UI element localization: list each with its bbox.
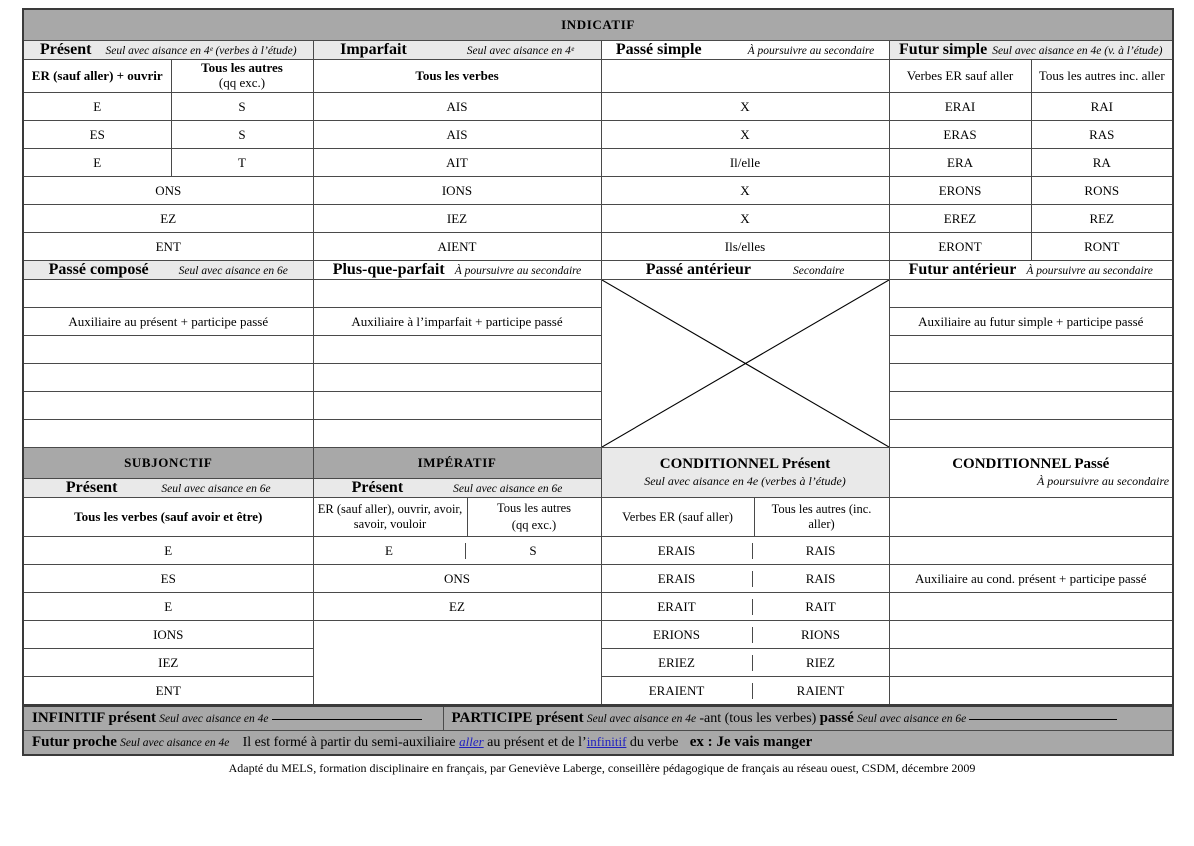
- conditionnel-ending-6-er: ERAIENT: [602, 683, 753, 699]
- imperatif-subheader-group: [313, 498, 601, 537]
- futur-proche-text-3: du verbe: [626, 735, 679, 750]
- futur-anterieur-blank-5: [889, 420, 1173, 448]
- tense-subjonctif-present-note: Seul avec aisance en 6e: [161, 483, 271, 495]
- conditionnel-ending-3-autres: RAIT: [805, 598, 836, 614]
- futur-anterieur-blank-2: [889, 336, 1173, 364]
- indicatif-ending-row-6: [23, 233, 1173, 261]
- futur-anterieur-formula: Auxiliaire au futur simple + participe passé: [889, 308, 1173, 336]
- subjonctif-ending-4: IONS: [23, 621, 313, 649]
- conditionnel-ending-1-er: ERAIS: [602, 543, 753, 559]
- present-col2-header-light: (qq exc.): [218, 75, 266, 90]
- tense-plus-que-parfait-name: Plus-que-parfait: [332, 261, 445, 278]
- indicatif-subheader-row: [23, 60, 1173, 93]
- imparfait-ending-5: IEZ: [313, 205, 601, 233]
- conditionnel-passe-blank-6: [889, 677, 1173, 706]
- indicatif-tense-names-row: [23, 41, 1173, 60]
- mood-banner-row: [23, 448, 1173, 479]
- subjonctif-ending-1: E: [23, 537, 313, 565]
- infinitif-note: Seul avec aisance en 4e: [159, 713, 269, 725]
- imparfait-ending-3: AIT: [313, 149, 601, 177]
- conditionnel-passe-blank-4: [889, 621, 1173, 649]
- conditionnel-ending-3-er: ERAIT: [602, 599, 753, 615]
- compound-blank-row-2: [23, 336, 1173, 364]
- tense-present-note: Seul avec aisance en 4ᵉ (verbes à l’étude): [105, 45, 297, 57]
- conditionnel-passe-formula: Auxiliaire au cond. présent + participe passé: [889, 565, 1173, 593]
- tense-imperatif-present: [313, 479, 601, 498]
- aller-link[interactable]: aller: [459, 734, 484, 749]
- passe-compose-blank-5: [23, 420, 313, 448]
- imparfait-ending-6: AIENT: [313, 233, 601, 261]
- tense-plus-que-parfait-note: À poursuivre au secondaire: [454, 265, 582, 277]
- present-ending-1-autres: S: [171, 93, 313, 121]
- subjonctif-ending-3: E: [23, 593, 313, 621]
- imperatif-shared-2: EZ: [313, 593, 601, 621]
- conditionnel-present-subheader-group: [601, 498, 889, 537]
- tense-passe-compose-note: Seul avec aisance en 6e: [178, 265, 288, 277]
- imperatif-ending-row-1: [313, 537, 601, 565]
- conditionnel-col1-header: Verbes ER (sauf aller): [602, 498, 755, 536]
- passe-simple-cell-5: X: [601, 205, 889, 233]
- imperatif-col2-header-main: Tous les autres: [496, 501, 572, 516]
- futur-proche-row: [23, 731, 1173, 756]
- tense-subjonctif-present: [23, 479, 313, 498]
- futur-anterieur-blank-4: [889, 392, 1173, 420]
- conditionnel-ending-row-1: [601, 537, 889, 565]
- imperatif-empty-block: [313, 621, 601, 706]
- tense-futur-anterieur-note: À poursuivre au secondaire: [1026, 265, 1153, 277]
- tense-imparfait-name: Imparfait: [340, 41, 407, 58]
- footer-table: [22, 705, 1174, 756]
- conditionnel-ending-2-autres: RAIS: [805, 570, 836, 586]
- plus-que-parfait-formula: Auxiliaire à l’imparfait + participe passé: [313, 308, 601, 336]
- conditionnel-passe-title: CONDITIONNEL Passé: [952, 456, 1110, 473]
- tense-passe-simple-note: À poursuivre au secondaire: [747, 45, 875, 57]
- compound-blank-row-3: [23, 364, 1173, 392]
- participe-present-value: -ant (tous les verbes): [699, 711, 817, 726]
- tense-present: [23, 41, 313, 60]
- participe-cell: [443, 706, 1173, 731]
- subjonctif-ending-5: IEZ: [23, 649, 313, 677]
- conditionnel-ending-row-2: [601, 565, 889, 593]
- futur-simple-ending-5-autres: REZ: [1031, 205, 1173, 233]
- futur-simple-ending-6-er: ERONT: [889, 233, 1031, 261]
- plus-que-parfait-blank-4: [313, 392, 601, 420]
- infinitif-write-line[interactable]: [272, 719, 422, 720]
- futur-simple-ending-1-autres: RAI: [1031, 93, 1173, 121]
- passe-compose-blank-2: [23, 336, 313, 364]
- mood-ending-row-2: [23, 565, 1173, 593]
- imperatif-ending-1-col1: E: [314, 543, 466, 559]
- tense-futur-simple-note: Seul avec aisance en 4e (v. à l’étude): [992, 45, 1163, 57]
- participe-label: PARTICIPE présent: [451, 710, 584, 726]
- indicatif-ending-row-4: [23, 177, 1173, 205]
- conditionnel-passe-blank-1: [889, 498, 1173, 537]
- present-col1-header: ER (sauf aller) + ouvrir: [23, 60, 171, 93]
- subjonctif-ending-2: ES: [23, 565, 313, 593]
- passe-compose-blank-3: [23, 364, 313, 392]
- futur-simple-ending-1-er: ERAI: [889, 93, 1031, 121]
- participe-passe-note: Seul avec aisance en 6e: [857, 713, 967, 725]
- participe-note: Seul avec aisance en 4e: [586, 713, 697, 725]
- conditionnel-ending-5-er: ERIEZ: [602, 655, 753, 671]
- passe-anterieur-crossed-block: [601, 280, 889, 448]
- credit-line: Adapté du MELS, formation disciplinaire en français, par Geneviève Laberge, conseillère pédagogique de français au réseau ouest, CSDM, décembre 2009: [228, 761, 976, 775]
- tense-passe-compose: [23, 261, 313, 280]
- tense-futur-simple-name: Futur simple: [899, 41, 988, 58]
- imperatif-banner: IMPÉRATIF: [313, 448, 601, 479]
- conditionnel-ending-5-autres: RIEZ: [806, 654, 835, 670]
- futur-simple-ending-3-er: ERA: [889, 149, 1031, 177]
- conditionnel-ending-6-autres: RAIENT: [796, 682, 845, 698]
- imparfait-ending-4: IONS: [313, 177, 601, 205]
- futur-proche-text-1: Il est formé à partir du semi-auxiliaire: [242, 735, 460, 750]
- indicatif-ending-row-2: [23, 121, 1173, 149]
- plus-que-parfait-blank-3: [313, 364, 601, 392]
- mood-ending-row-3: [23, 593, 1173, 621]
- passe-compose-formula: Auxiliaire au présent + participe passé: [23, 308, 313, 336]
- futur-simple-ending-4-autres: RONS: [1031, 177, 1173, 205]
- tense-futur-simple: [889, 41, 1173, 60]
- conditionnel-ending-row-3: [601, 593, 889, 621]
- conditionnel-ending-2-er: ERAIS: [602, 571, 753, 587]
- present-col2-header-bold: Tous les autres: [201, 60, 283, 76]
- present-col2-header: [171, 60, 313, 93]
- indicatif-ending-row-1: [23, 93, 1173, 121]
- futur-proche-example-value: vais manger: [734, 734, 813, 750]
- futur-simple-ending-5-er: EREZ: [889, 205, 1031, 233]
- tense-futur-anterieur-name: Futur antérieur: [908, 261, 1017, 278]
- present-ending-6: ENT: [23, 233, 313, 261]
- tense-imparfait: [313, 41, 601, 60]
- futur-proche-cell: [23, 731, 1173, 756]
- imperatif-col1-header: ER (sauf aller), ouvrir, avoir, savoir, vouloir: [314, 498, 468, 536]
- conditionnel-ending-row-4: [601, 621, 889, 649]
- imperatif-col2-header: [467, 498, 601, 536]
- tense-imperatif-present-name: Présent: [351, 479, 404, 496]
- passe-simple-cell-6: Ils/elles: [601, 233, 889, 261]
- indicatif-ending-row-3: [23, 149, 1173, 177]
- plus-que-parfait-blank-5: [313, 420, 601, 448]
- present-ending-1-er: E: [23, 93, 171, 121]
- conditionnel-ending-row-6: [601, 677, 889, 706]
- futur-anterieur-blank-1: [889, 280, 1173, 308]
- present-ending-2-er: ES: [23, 121, 171, 149]
- passe-simple-cell-2: X: [601, 121, 889, 149]
- conditionnel-passe-blank-2: [889, 537, 1173, 565]
- subjonctif-ending-6: ENT: [23, 677, 313, 706]
- compound-blank-row-5: [23, 420, 1173, 448]
- present-ending-2-autres: S: [171, 121, 313, 149]
- compound-blank-row-4: [23, 392, 1173, 420]
- participe-passe-write-line[interactable]: [969, 719, 1117, 720]
- tense-passe-compose-name: Passé composé: [48, 261, 149, 278]
- imperatif-ending-1-col2: S: [529, 542, 537, 558]
- futur-simple-ending-2-er: ERAS: [889, 121, 1031, 149]
- present-ending-4: ONS: [23, 177, 313, 205]
- tense-passe-anterieur-name: Passé antérieur: [645, 261, 751, 278]
- conditionnel-present-note: Seul avec aisance en 4e (verbes à l’étude): [644, 474, 846, 489]
- infinitif-participe-row: [23, 706, 1173, 731]
- compound-formula-row: [23, 308, 1173, 336]
- imperatif-col2-header-sub: (qq exc.): [511, 518, 557, 532]
- passe-compose-blank-1: [23, 280, 313, 308]
- tense-plus-que-parfait: [313, 261, 601, 280]
- tense-passe-simple-name: Passé simple: [615, 41, 702, 58]
- tense-imparfait-note: Seul avec aisance en 4ᵉ: [466, 45, 574, 57]
- indicatif-banner: INDICATIF: [23, 9, 1173, 41]
- futur-simple-ending-4-er: ERONS: [889, 177, 1031, 205]
- cross-out-x-icon: [602, 280, 889, 447]
- futur-simple-col1-header: Verbes ER sauf aller: [889, 60, 1031, 93]
- tense-subjonctif-present-name: Présent: [65, 479, 118, 496]
- passe-simple-cell-4: X: [601, 177, 889, 205]
- compound-blank-row-1: [23, 280, 1173, 308]
- mood-ending-row-1: [23, 537, 1173, 565]
- conditionnel-present-header: [601, 448, 889, 498]
- indicatif-ending-row-5: [23, 205, 1173, 233]
- conditionnel-present-title: CONDITIONNEL Présent: [659, 456, 831, 473]
- conditionnel-ending-row-5: [601, 649, 889, 677]
- plus-que-parfait-blank-2: [313, 336, 601, 364]
- plus-que-parfait-blank-1: [313, 280, 601, 308]
- passe-simple-subheader: [601, 60, 889, 93]
- conditionnel-col2-header: Tous les autres (inc. aller): [771, 502, 872, 531]
- conjugation-table: [22, 8, 1174, 706]
- infinitif-cell: [23, 706, 443, 731]
- compound-tense-names-row: [23, 261, 1173, 280]
- futur-proche-label: Futur proche: [32, 734, 117, 750]
- futur-anterieur-blank-3: [889, 364, 1173, 392]
- infinitif-label: INFINITIF présent: [32, 710, 157, 726]
- subjonctif-banner: SUBJONCTIF: [23, 448, 313, 479]
- conditionnel-passe-blank-3: [889, 593, 1173, 621]
- passe-simple-cell-3: Il/elle: [601, 149, 889, 177]
- mood-ending-row-4: [23, 621, 1173, 649]
- futur-simple-ending-3-autres: RA: [1031, 149, 1173, 177]
- conditionnel-ending-4-autres: RIONS: [800, 626, 840, 642]
- tense-futur-anterieur: [889, 261, 1173, 280]
- passe-simple-cell-1: X: [601, 93, 889, 121]
- participe-passe-label: passé: [819, 710, 854, 726]
- mood-subheader-row: [23, 498, 1173, 537]
- imparfait-ending-1: AIS: [313, 93, 601, 121]
- conditionnel-ending-4-er: ERIONS: [602, 627, 753, 643]
- imparfait-subheader: Tous les verbes: [313, 60, 601, 93]
- futur-simple-ending-2-autres: RAS: [1031, 121, 1173, 149]
- futur-simple-ending-6-autres: RONT: [1031, 233, 1173, 261]
- futur-proche-note: Seul avec aisance en 4e: [120, 737, 230, 749]
- present-ending-3-er: E: [23, 149, 171, 177]
- indicatif-banner-row: [23, 9, 1173, 41]
- imperatif-shared-1: ONS: [313, 565, 601, 593]
- conditionnel-passe-header: [889, 448, 1173, 498]
- conditionnel-passe-blank-5: [889, 649, 1173, 677]
- conditionnel-ending-1-autres: RAIS: [805, 542, 836, 558]
- tense-passe-anterieur: [601, 261, 889, 280]
- present-ending-5: EZ: [23, 205, 313, 233]
- tense-passe-simple: [601, 41, 889, 60]
- futur-proche-example-label: ex : Je: [689, 734, 735, 750]
- imparfait-ending-2: AIS: [313, 121, 601, 149]
- tense-present-name: Présent: [39, 41, 92, 58]
- tense-imperatif-present-note: Seul avec aisance en 6e: [453, 483, 563, 495]
- subjonctif-subheader: Tous les verbes (sauf avoir et être): [23, 498, 313, 537]
- infinitif-link[interactable]: infinitif: [586, 734, 627, 749]
- present-ending-3-autres: T: [171, 149, 313, 177]
- passe-compose-blank-4: [23, 392, 313, 420]
- tense-passe-anterieur-note: Secondaire: [793, 265, 845, 277]
- futur-proche-text-2: au présent et de l’: [483, 735, 587, 750]
- futur-simple-col2-header: Tous les autres inc. aller: [1031, 60, 1173, 93]
- conditionnel-passe-note: À poursuivre au secondaire: [1036, 474, 1170, 489]
